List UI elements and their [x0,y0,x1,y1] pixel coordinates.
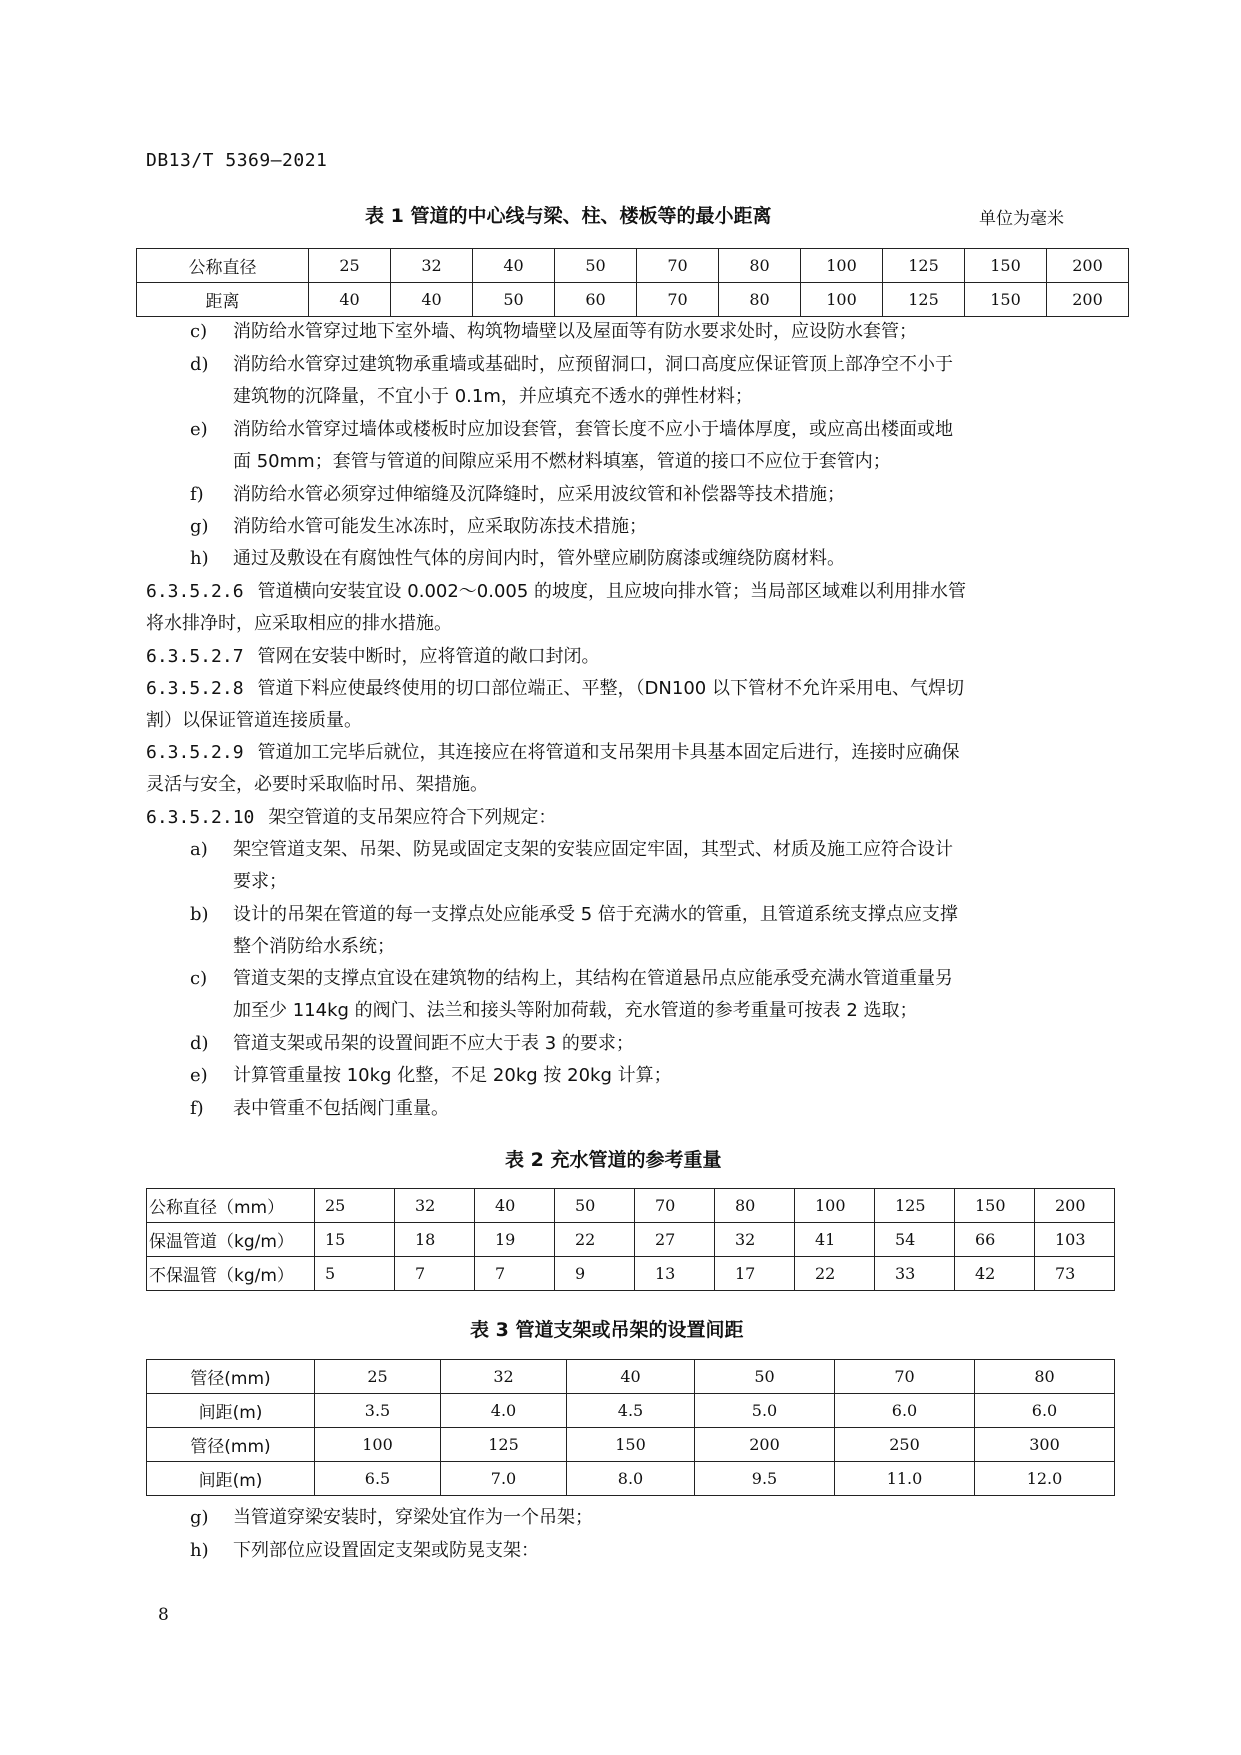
list-marker: e) [190,419,208,440]
list-marker: f) [190,1098,204,1119]
table-cell: 125 [441,1428,567,1462]
table-cell: 150 [567,1428,695,1462]
table-row [137,249,1129,283]
table-row [147,1189,1115,1223]
table-cell: 12.0 [975,1462,1115,1496]
table-cell: 19 [475,1223,555,1257]
list-text: 架空管道支架、吊架、防晃或固定支架的安装应固定牢固，其型式、材质及施工应符合设计 [233,839,953,860]
list-marker: c) [190,968,208,989]
clause [146,737,960,801]
list-marker: e) [190,1065,208,1086]
table-cell: 150 [965,283,1047,317]
table-cell: 40 [475,1189,555,1223]
clause [146,802,556,834]
clause-text: 架空管道的支吊架应符合下列规定： [268,807,557,828]
list-marker: h) [190,548,209,569]
list-text: 要求； [233,871,287,892]
table-cell: 不保温管（kg/m） [147,1257,315,1291]
table-cell: 150 [955,1189,1035,1223]
table-cell: 管径(mm) [147,1360,315,1394]
table-cell: 80 [719,249,801,283]
table-row [147,1223,1115,1257]
table-cell: 100 [801,283,883,317]
list-text: 当管道穿梁安装时，穿梁处宜作为一个吊架； [233,1507,593,1528]
table-cell: 8.0 [567,1462,695,1496]
table-cell: 250 [835,1428,975,1462]
table-row [147,1462,1115,1496]
table-cell: 公称直径 [137,249,309,283]
table-cell: 32 [395,1189,475,1223]
clause-text: 灵活与安全，必要时采取临时吊、架措施。 [146,774,488,795]
table-cell: 管径(mm) [147,1428,315,1462]
list-text: 设计的吊架在管道的每一支撑点处应能承受 5 倍于充满水的管重，且管道系统支撑点应支撑 [233,904,958,925]
table-cell: 25 [315,1189,395,1223]
table-cell: 200 [695,1428,835,1462]
table-cell: 66 [955,1223,1035,1257]
page-number: 8 [158,1605,169,1625]
clause [146,673,964,737]
table-row [147,1257,1115,1291]
table-cell: 300 [975,1428,1115,1462]
list-text: 管道支架或吊架的设置间距不应大于表 3 的要求； [233,1033,634,1054]
table-cell: 7 [395,1257,475,1291]
table-cell: 4.0 [441,1394,567,1428]
table-cell: 80 [975,1360,1115,1394]
list-marker: h) [190,1540,209,1561]
table-cell: 73 [1035,1257,1115,1291]
list-marker: c) [190,321,208,342]
table-cell: 25 [309,249,391,283]
list-marker: d) [190,354,209,375]
table-cell: 9.5 [695,1462,835,1496]
table-cell: 25 [315,1360,441,1394]
table-cell: 17 [715,1257,795,1291]
clause-text: 管道横向安装宜设 0.002～0.005 的坡度，且应坡向排水管；当局部区域难以利用排水管 [257,581,967,602]
list-text: 消防给水管必须穿过伸缩缝及沉降缝时，应采用波纹管和补偿器等技术措施； [233,484,845,505]
list-marker: b) [190,904,209,925]
list-marker: d) [190,1033,209,1054]
table-cell: 200 [1047,249,1129,283]
table-cell: 70 [637,283,719,317]
table2-caption: 表 2 充水管道的参考重量 [505,1149,722,1171]
table-row [147,1360,1115,1394]
list-marker: g) [190,1507,209,1528]
clause-number: 6.3.5.2.7 [146,646,244,667]
list-text: 消防给水管可能发生冰冻时，应采取防冻技术措施； [233,516,647,537]
list-text: 加至少 114kg 的阀门、法兰和接头等附加荷载，充水管道的参考重量可按表 2 选取； [233,1000,918,1021]
table-cell: 100 [795,1189,875,1223]
list-marker: f) [190,484,204,505]
document-code: DB13/T 5369—2021 [146,150,328,171]
list-marker: g) [190,516,209,537]
list-text: 通过及敷设在有腐蚀性气体的房间内时，管外壁应刷防腐漆或缠绕防腐材料。 [233,548,845,569]
table-row [147,1428,1115,1462]
table-cell: 80 [719,283,801,317]
clause-text: 管道下料应使最终使用的切口部位端正、平整，（DN100 以下管材不允许采用电、气焊切 [257,678,964,699]
table-cell: 5.0 [695,1394,835,1428]
clause-number: 6.3.5.2.6 [146,581,244,602]
table-cell: 40 [309,283,391,317]
table3 [146,1359,1115,1496]
table-cell: 70 [637,249,719,283]
table-cell: 50 [473,283,555,317]
table-cell: 54 [875,1223,955,1257]
table-row [137,283,1129,317]
table-cell: 间距(m) [147,1394,315,1428]
table-cell: 3.5 [315,1394,441,1428]
table-cell: 4.5 [567,1394,695,1428]
table-cell: 60 [555,283,637,317]
table-cell: 7.0 [441,1462,567,1496]
table-cell: 22 [795,1257,875,1291]
table2 [146,1188,1115,1291]
clause [146,641,600,673]
table-cell: 50 [695,1360,835,1394]
table-cell: 41 [795,1223,875,1257]
table-cell: 距离 [137,283,309,317]
table-cell: 33 [875,1257,955,1291]
clause-text: 将水排净时，应采取相应的排水措施。 [146,613,452,634]
clause-number: 6.3.5.2.8 [146,678,244,699]
table-cell: 公称直径（mm） [147,1189,315,1223]
table-cell: 9 [555,1257,635,1291]
table-cell: 18 [395,1223,475,1257]
table-cell: 40 [473,249,555,283]
list-text: 消防给水管穿过墙体或楼板时应加设套管，套管长度不应小于墙体厚度，或应高出楼面或地 [233,419,953,440]
list-text: 消防给水管穿过建筑物承重墙或基础时，应预留洞口，洞口高度应保证管顶上部净空不小于 [233,354,953,375]
table-cell: 100 [801,249,883,283]
table1 [136,248,1129,317]
clause [146,576,966,640]
list-text: 建筑物的沉降量，不宜小于 0.1m，并应填充不透水的弹性材料； [233,386,753,407]
table-cell: 保温管道（kg/m） [147,1223,315,1257]
table-cell: 125 [883,283,965,317]
table-cell: 7 [475,1257,555,1291]
list-text: 消防给水管穿过地下室外墙、构筑物墙壁以及屋面等有防水要求处时，应设防水套管； [233,321,917,342]
table-cell: 32 [441,1360,567,1394]
table-cell: 42 [955,1257,1035,1291]
list-text: 面 50mm；套管与管道的间隙应采用不燃材料填塞，管道的接口不应位于套管内； [233,451,891,472]
table-cell: 200 [1035,1189,1115,1223]
table-row [147,1394,1115,1428]
table3-caption: 表 3 管道支架或吊架的设置间距 [470,1319,744,1341]
table-cell: 50 [555,249,637,283]
table-cell: 103 [1035,1223,1115,1257]
table-cell: 5 [315,1257,395,1291]
list-marker: a) [190,839,208,860]
table-cell: 70 [635,1189,715,1223]
table-cell: 13 [635,1257,715,1291]
clause-text: 割）以保证管道连接质量。 [146,710,362,731]
table-cell: 70 [835,1360,975,1394]
list-text: 下列部位应设置固定支架或防晃支架： [233,1540,539,1561]
table-cell: 100 [315,1428,441,1462]
clause-text: 管道加工完毕后就位，其连接应在将管道和支吊架用卡具基本固定后进行，连接时应确保 [257,742,960,763]
list-text: 整个消防给水系统； [233,936,395,957]
table-cell: 125 [883,249,965,283]
list-text: 表中管重不包括阀门重量。 [233,1098,449,1119]
table-cell: 200 [1047,283,1129,317]
table-cell: 80 [715,1189,795,1223]
table-cell: 125 [875,1189,955,1223]
table-cell: 22 [555,1223,635,1257]
table-cell: 40 [391,283,473,317]
table-cell: 40 [567,1360,695,1394]
table-cell: 11.0 [835,1462,975,1496]
table-cell: 32 [715,1223,795,1257]
table-cell: 50 [555,1189,635,1223]
table-cell: 6.0 [975,1394,1115,1428]
list-text: 管道支架的支撑点宜设在建筑物的结构上，其结构在管道悬吊点应能承受充满水管道重量另 [233,968,953,989]
table-cell: 15 [315,1223,395,1257]
clause-number: 6.3.5.2.9 [146,742,244,763]
clause-text: 管网在安装中断时，应将管道的敞口封闭。 [257,646,600,667]
table1-caption: 表 1 管道的中心线与梁、柱、楼板等的最小距离 [365,205,772,227]
list-text: 计算管重量按 10kg 化整，不足 20kg 按 20kg 计算； [233,1065,672,1086]
table-cell: 6.5 [315,1462,441,1496]
table1-unit: 单位为毫米 [979,209,1064,229]
clause-number: 6.3.5.2.10 [146,807,255,828]
table-cell: 6.0 [835,1394,975,1428]
table-cell: 32 [391,249,473,283]
table-cell: 间距(m) [147,1462,315,1496]
table-cell: 150 [965,249,1047,283]
table-cell: 27 [635,1223,715,1257]
